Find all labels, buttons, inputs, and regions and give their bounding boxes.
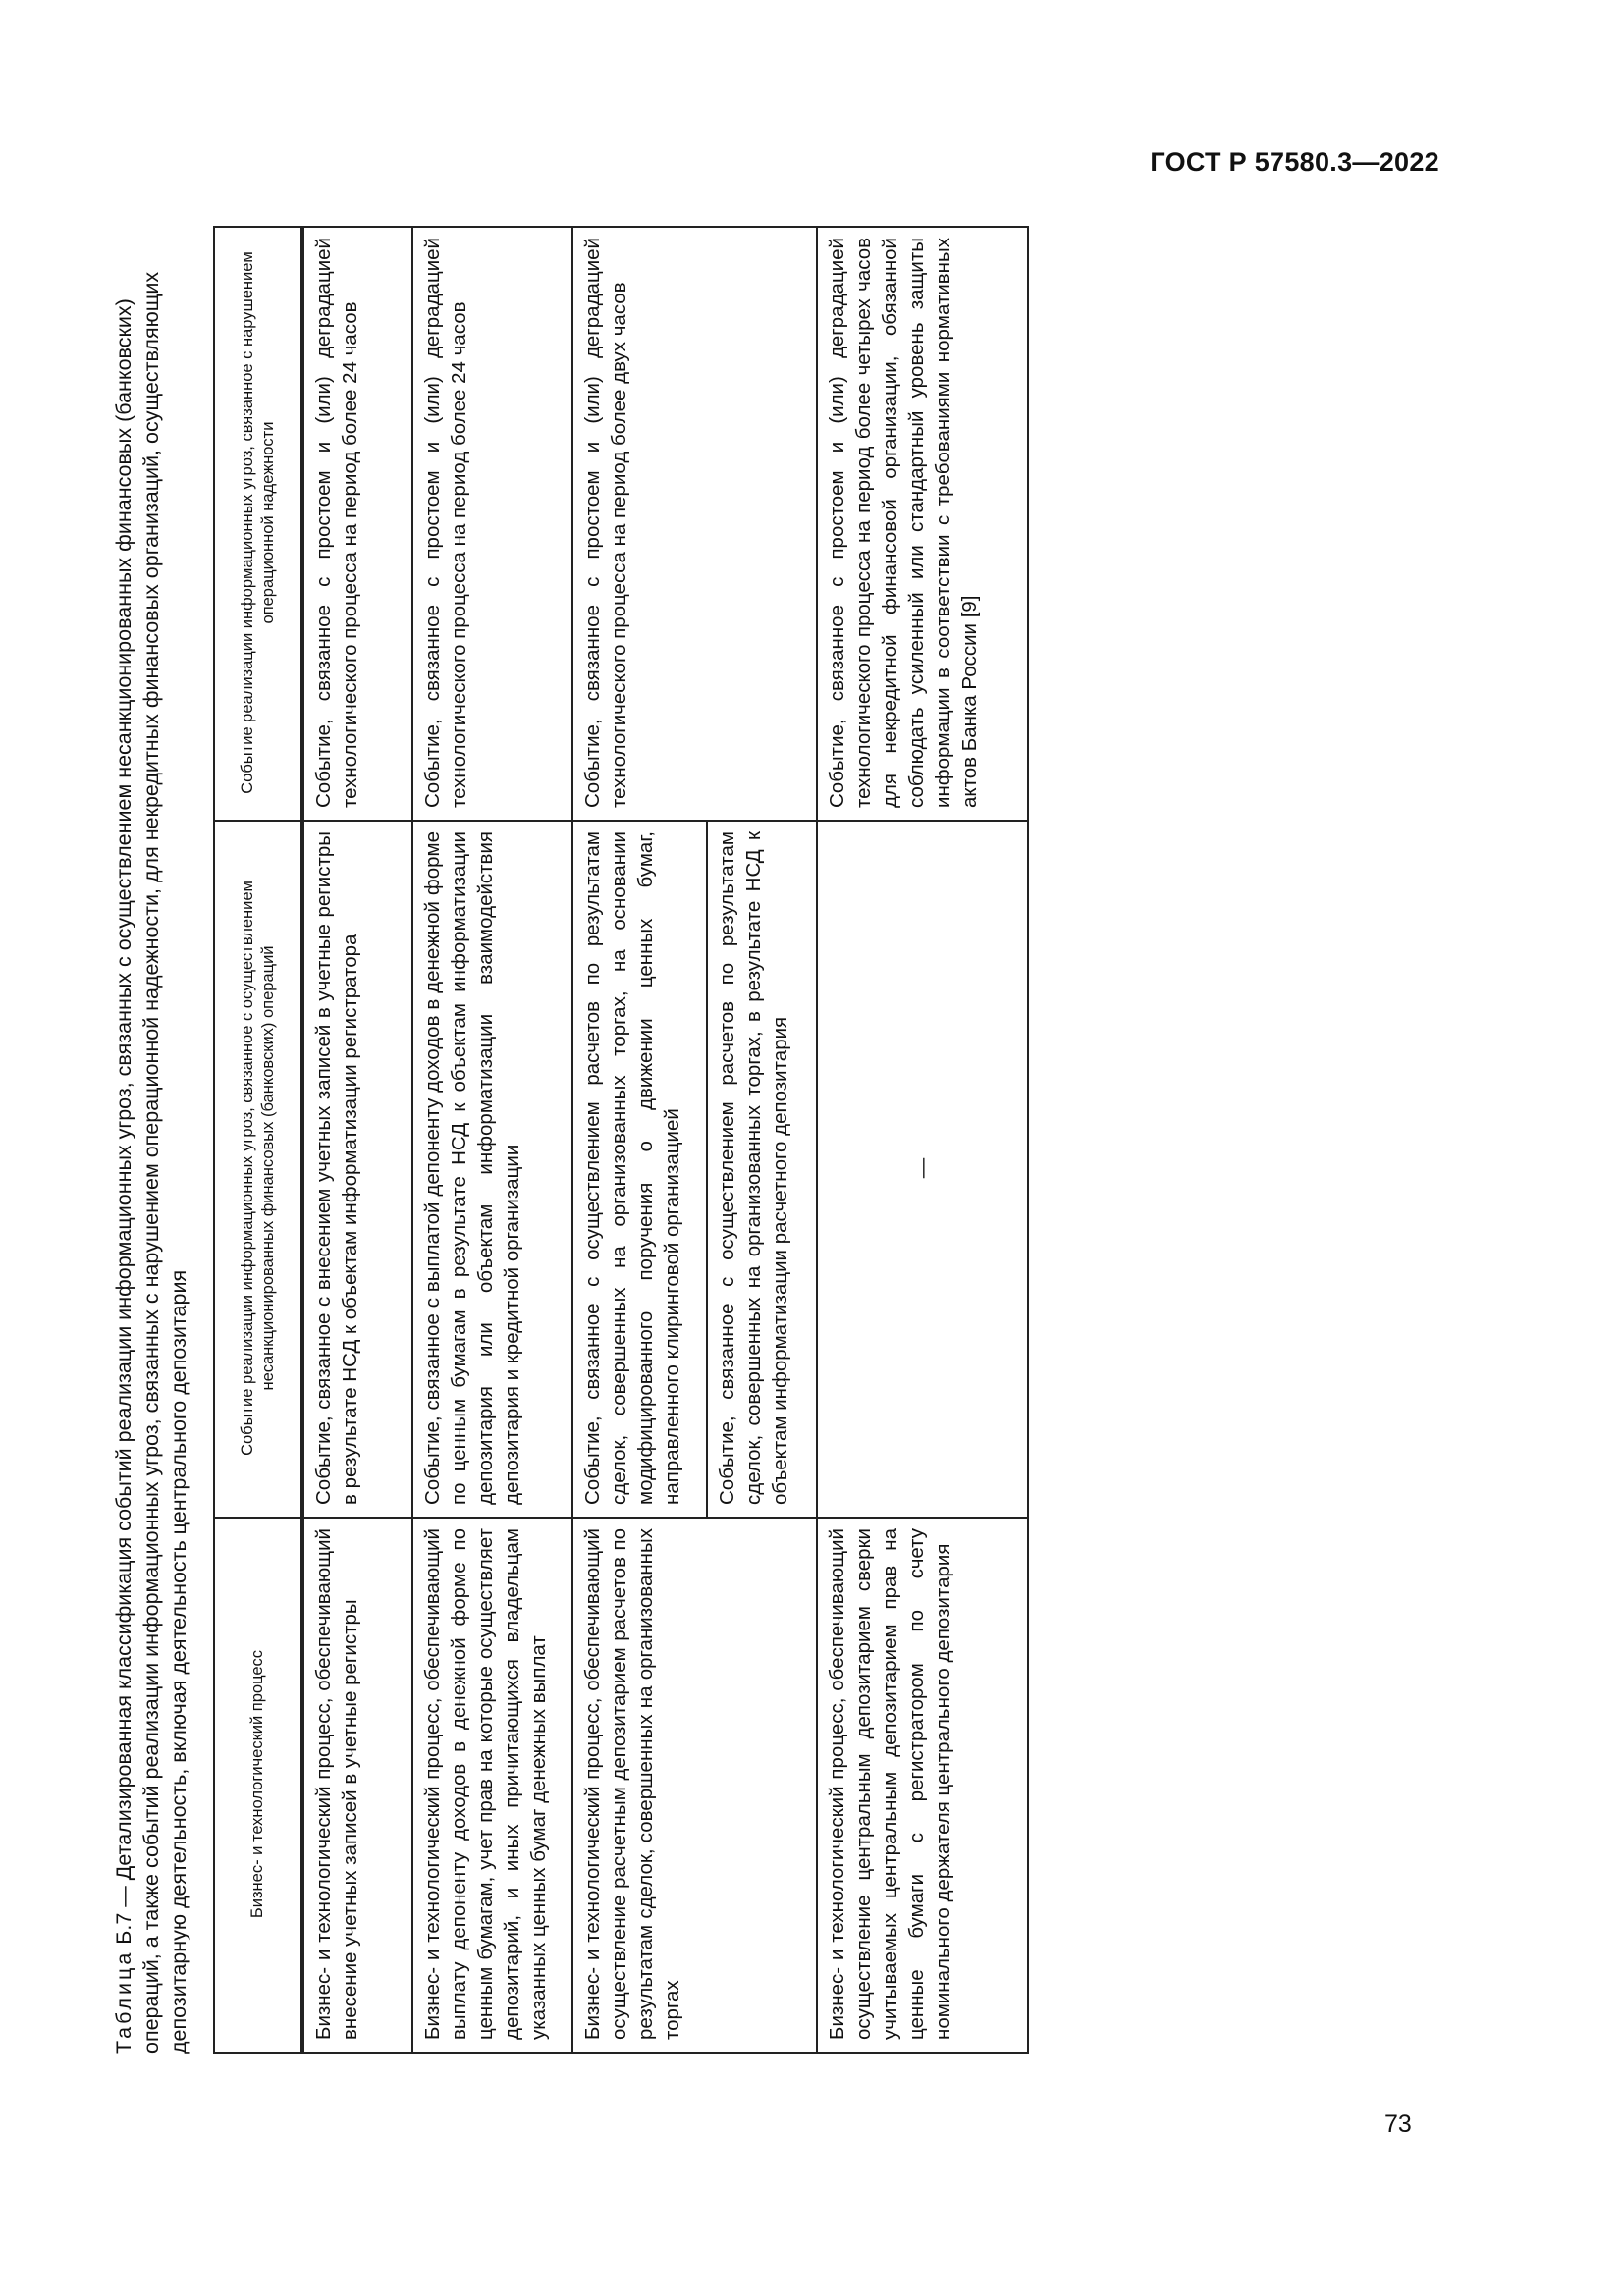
page-number: 73 [1384,2110,1412,2138]
process-cell: Бизнес- и технологический процесс, обеспечивающий осуществление расчетным депозитарием расчетов по результатам сделок, совершенных на организованных торгах [572,1518,817,2053]
table-row [817,227,1028,2053]
header-operational-reliability: Событие реализации информационных угроз, связанное с нарушением операционной надежности [214,227,302,821]
event-cell: Событие, связанное с выплатой депоненту доходов в денежной форме по ценным бумагам в результате НСД к объектам информатизации депозитария или объектам информатизации взаимодействия депозитария и кредитной организации [412,821,572,1518]
process-cell: Бизнес- и технологический процесс, обеспечивающий выплату депоненту доходов в денежной форме по ценным бумагам, учет прав на которые осуществляет депозитарий, и иных причитающихся владельцам указанных ценных бумаг денежных выплат [412,1518,572,2053]
header-unauthorized-operations: Событие реализации информационных угроз, связанное с осуществлением несанкционированных финансовых (банковских) операций [214,821,302,1518]
reliability-cell: Событие, связанное с простоем и (или) деградацией технологического процесса на период более двух часов [572,227,817,821]
event-cell: Событие, связанное с осуществлением расчетов по результатам сделок, совершенных на организованных торгах, в результате НСД к объектам информатизации расчетного депозитария [707,821,817,1518]
caption-label: Таблица [112,1949,135,2054]
event-cell: Событие, связанное с осуществлением расчетов по результатам сделок, совершенных на организованных торгах, на основании модифицированного поручения о движении ценных бумаг, направленного клиринговой организацией [572,821,707,1518]
event-cell: Событие, связанное с внесением учетных записей в учетные регистры в результате НСД к объектам информатизации регистратора [302,821,412,1518]
caption-text: Б.7 — Детализированная классификация событий реализации информационных угроз, связанных с осуществлением несанкционированных финансовых (банковских) операций, а также событий реализации информационных угроз, связанных с нарушением операционной надежности, для некредитных финансовых организаций, осуществляющих депозитарную деятельность, включая деятельность центрального депозитария [112,271,190,2054]
process-cell: Бизнес- и технологический процесс, обеспечивающий внесение учетных записей в учетные регистры [302,1518,412,2053]
reliability-cell: Событие, связанное с простоем и (или) деградацией технологического процесса на период более четырех часов для некредитной финансовой организации, обязанной соблюдать усиленный или стандартный уровень защиты информации в соответствии с требованиями нормативных актов Банка России [9] [817,227,1028,821]
document-code: ГОСТ Р 57580.3—2022 [1150,147,1439,177]
process-cell: Бизнес- и технологический процесс, обеспечивающий осуществление центральным депозитарием сверки учитываемых центральным депозитарием прав на ценные бумаги с регистратором по счету номинального держателя центрального депозитария [817,1518,1028,2053]
header-process: Бизнес- и технологический процесс [214,1518,302,2053]
rotated-table-block [110,228,1102,2054]
reliability-cell: Событие, связанное с простоем и (или) деградацией технологического процесса на период более 24 часов [412,227,572,821]
classification-table [213,226,1029,2054]
reliability-cell: Событие, связанное с простоем и (или) деградацией технологического процесса на период более 24 часов [302,227,412,821]
event-cell-empty: — [817,821,1028,1518]
table-row [412,227,572,2053]
table-row [572,227,707,2053]
table-header-row [214,227,302,2053]
table-row [302,227,412,2053]
table-caption [110,233,192,2054]
